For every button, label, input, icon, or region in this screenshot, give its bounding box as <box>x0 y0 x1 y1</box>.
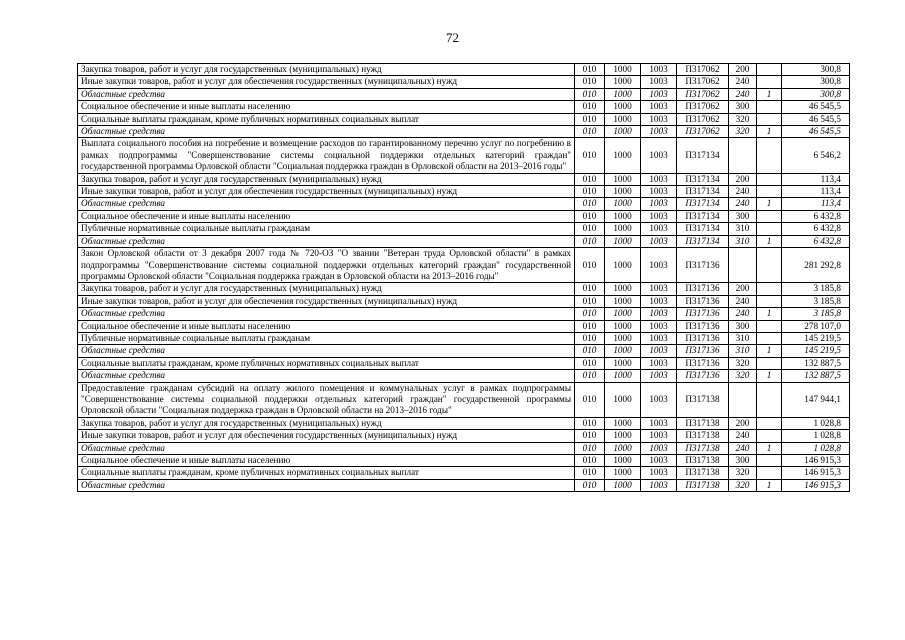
ministry-code: 010 <box>575 113 605 125</box>
amount-value: 3 185,8 <box>782 283 850 295</box>
target-article-code: П317134 <box>677 186 729 198</box>
section-code: 1000 <box>605 138 641 173</box>
expense-type-code: 300 <box>729 455 757 467</box>
amount-value: 46 545,5 <box>782 101 850 113</box>
section-code: 1000 <box>605 223 641 235</box>
amount-value: 3 185,8 <box>782 295 850 307</box>
table-row <box>78 198 850 210</box>
ministry-code: 010 <box>575 382 605 417</box>
ministry-code: 010 <box>575 357 605 369</box>
ministry-code: 010 <box>575 186 605 198</box>
row-description: Областные средства <box>78 198 575 210</box>
row-description: Иные закупки товаров, работ и услуг для обеспечения государственных (муниципальных) нужд <box>78 76 575 88</box>
subsection-code: 1003 <box>641 332 677 344</box>
table-row <box>78 479 850 491</box>
target-article-code: П317136 <box>677 370 729 382</box>
subsection-code: 1003 <box>641 138 677 173</box>
amount-value: 145 219,5 <box>782 332 850 344</box>
funding-source-code <box>757 332 782 344</box>
ministry-code: 010 <box>575 467 605 479</box>
row-description: Выплата социального пособия на погребение и возмещение расходов по гарантированному перечню услуг по погребению в рамках подпрограммы "Совершенствование системы социальной поддержки отдельных категорий граждан" государственной программы Орловской области "Социальная поддержка граждан в Орловской области на 2013–2016 годы" <box>78 138 575 173</box>
expense-type-code: 240 <box>729 88 757 100</box>
table-row <box>78 126 850 138</box>
subsection-code: 1003 <box>641 88 677 100</box>
funding-source-code <box>757 320 782 332</box>
funding-source-code: 1 <box>757 126 782 138</box>
funding-source-code <box>757 295 782 307</box>
amount-value: 300,8 <box>782 64 850 76</box>
expense-type-code: 320 <box>729 357 757 369</box>
expense-type-code: 200 <box>729 283 757 295</box>
row-description: Областные средства <box>78 126 575 138</box>
target-article-code: П317136 <box>677 332 729 344</box>
expense-type-code: 320 <box>729 113 757 125</box>
table-row <box>78 345 850 357</box>
table-row <box>78 88 850 100</box>
section-code: 1000 <box>605 101 641 113</box>
table-row <box>78 283 850 295</box>
expense-type-code: 300 <box>729 320 757 332</box>
subsection-code: 1003 <box>641 173 677 185</box>
ministry-code: 010 <box>575 283 605 295</box>
section-code: 1000 <box>605 210 641 222</box>
subsection-code: 1003 <box>641 442 677 454</box>
table-row <box>78 113 850 125</box>
ministry-code: 010 <box>575 430 605 442</box>
expense-type-code: 320 <box>729 467 757 479</box>
amount-value: 145 219,5 <box>782 345 850 357</box>
subsection-code: 1003 <box>641 76 677 88</box>
section-code: 1000 <box>605 76 641 88</box>
section-code: 1000 <box>605 186 641 198</box>
table-row <box>78 223 850 235</box>
target-article-code: П317062 <box>677 126 729 138</box>
section-code: 1000 <box>605 308 641 320</box>
funding-source-code <box>757 248 782 283</box>
funding-source-code <box>757 113 782 125</box>
section-code: 1000 <box>605 332 641 344</box>
funding-source-code: 1 <box>757 370 782 382</box>
ministry-code: 010 <box>575 442 605 454</box>
amount-value: 146 915,3 <box>782 467 850 479</box>
amount-value: 46 545,5 <box>782 113 850 125</box>
row-description: Областные средства <box>78 442 575 454</box>
table-row <box>78 382 850 417</box>
amount-value: 147 944,1 <box>782 382 850 417</box>
funding-source-code <box>757 455 782 467</box>
target-article-code: П317136 <box>677 357 729 369</box>
row-description: Закон Орловской области от 3 декабря 2007 года № 720-ОЗ "О звании "Ветеран труда Орловской области" в рамках подпрограммы "Совершенствование системы социальной поддержки отдельных категорий граждан" государственной программы Орловской области "Социальная поддержка граждан в Орловской области на 2013–2016 годы" <box>78 248 575 283</box>
section-code: 1000 <box>605 248 641 283</box>
ministry-code: 010 <box>575 248 605 283</box>
row-description: Иные закупки товаров, работ и услуг для обеспечения государственных (муниципальных) нужд <box>78 430 575 442</box>
amount-value: 132 887,5 <box>782 357 850 369</box>
ministry-code: 010 <box>575 345 605 357</box>
target-article-code: П317134 <box>677 138 729 173</box>
target-article-code: П317136 <box>677 248 729 283</box>
amount-value: 113,4 <box>782 173 850 185</box>
ministry-code: 010 <box>575 88 605 100</box>
target-article-code: П317136 <box>677 345 729 357</box>
subsection-code: 1003 <box>641 113 677 125</box>
section-code: 1000 <box>605 113 641 125</box>
expense-type-code: 310 <box>729 235 757 247</box>
amount-value: 1 028,8 <box>782 417 850 429</box>
section-code: 1000 <box>605 417 641 429</box>
amount-value: 113,4 <box>782 186 850 198</box>
target-article-code: П317134 <box>677 173 729 185</box>
expense-type-code: 240 <box>729 295 757 307</box>
budget-table-body <box>78 64 850 492</box>
funding-source-code <box>757 223 782 235</box>
ministry-code: 010 <box>575 455 605 467</box>
expense-type-code: 240 <box>729 198 757 210</box>
funding-source-code: 1 <box>757 345 782 357</box>
row-description: Социальное обеспечение и иные выплаты населению <box>78 320 575 332</box>
funding-source-code <box>757 76 782 88</box>
funding-source-code: 1 <box>757 235 782 247</box>
funding-source-code <box>757 357 782 369</box>
funding-source-code <box>757 430 782 442</box>
target-article-code: П317062 <box>677 113 729 125</box>
amount-value: 6 432,8 <box>782 223 850 235</box>
target-article-code: П317134 <box>677 223 729 235</box>
table-row <box>78 235 850 247</box>
target-article-code: П317138 <box>677 467 729 479</box>
expense-type-code: 320 <box>729 126 757 138</box>
row-description: Областные средства <box>78 345 575 357</box>
table-row <box>78 308 850 320</box>
funding-source-code <box>757 417 782 429</box>
row-description: Областные средства <box>78 308 575 320</box>
subsection-code: 1003 <box>641 479 677 491</box>
expense-type-code <box>729 382 757 417</box>
page-number: 72 <box>446 30 459 45</box>
section-code: 1000 <box>605 467 641 479</box>
target-article-code: П317136 <box>677 320 729 332</box>
table-row <box>78 295 850 307</box>
row-description: Социальные выплаты гражданам, кроме публичных нормативных социальных выплат <box>78 467 575 479</box>
row-description: Иные закупки товаров, работ и услуг для обеспечения государственных (муниципальных) нужд <box>78 186 575 198</box>
target-article-code: П317138 <box>677 430 729 442</box>
amount-value: 300,8 <box>782 88 850 100</box>
section-code: 1000 <box>605 173 641 185</box>
funding-source-code <box>757 101 782 113</box>
funding-source-code <box>757 138 782 173</box>
section-code: 1000 <box>605 370 641 382</box>
row-description: Социальное обеспечение и иные выплаты населению <box>78 101 575 113</box>
section-code: 1000 <box>605 235 641 247</box>
table-row <box>78 467 850 479</box>
subsection-code: 1003 <box>641 248 677 283</box>
table-row <box>78 76 850 88</box>
section-code: 1000 <box>605 88 641 100</box>
table-row <box>78 417 850 429</box>
subsection-code: 1003 <box>641 186 677 198</box>
budget-table <box>77 63 850 492</box>
table-row <box>78 64 850 76</box>
subsection-code: 1003 <box>641 417 677 429</box>
funding-source-code <box>757 173 782 185</box>
row-description: Закупка товаров, работ и услуг для государственных (муниципальных) нужд <box>78 173 575 185</box>
amount-value: 146 915,3 <box>782 455 850 467</box>
section-code: 1000 <box>605 430 641 442</box>
ministry-code: 010 <box>575 223 605 235</box>
funding-source-code: 1 <box>757 308 782 320</box>
expense-type-code <box>729 248 757 283</box>
funding-source-code <box>757 283 782 295</box>
table-row <box>78 430 850 442</box>
table-row <box>78 186 850 198</box>
amount-value: 1 028,8 <box>782 430 850 442</box>
ministry-code: 010 <box>575 126 605 138</box>
row-description: Публичные нормативные социальные выплаты гражданам <box>78 223 575 235</box>
row-description: Социальные выплаты гражданам, кроме публичных нормативных социальных выплат <box>78 357 575 369</box>
funding-source-code <box>757 186 782 198</box>
ministry-code: 010 <box>575 308 605 320</box>
subsection-code: 1003 <box>641 382 677 417</box>
target-article-code: П317136 <box>677 283 729 295</box>
row-description: Областные средства <box>78 88 575 100</box>
expense-type-code: 240 <box>729 308 757 320</box>
table-row <box>78 138 850 173</box>
ministry-code: 010 <box>575 138 605 173</box>
expense-type-code: 310 <box>729 332 757 344</box>
row-description: Закупка товаров, работ и услуг для государственных (муниципальных) нужд <box>78 417 575 429</box>
funding-source-code: 1 <box>757 198 782 210</box>
expense-type-code: 320 <box>729 370 757 382</box>
row-description: Областные средства <box>78 479 575 491</box>
row-description: Публичные нормативные социальные выплаты гражданам <box>78 332 575 344</box>
expense-type-code: 310 <box>729 223 757 235</box>
section-code: 1000 <box>605 320 641 332</box>
row-description: Закупка товаров, работ и услуг для государственных (муниципальных) нужд <box>78 283 575 295</box>
target-article-code: П317062 <box>677 101 729 113</box>
amount-value: 6 546,2 <box>782 138 850 173</box>
row-description: Закупка товаров, работ и услуг для государственных (муниципальных) нужд <box>78 64 575 76</box>
ministry-code: 010 <box>575 210 605 222</box>
ministry-code: 010 <box>575 417 605 429</box>
target-article-code: П317062 <box>677 64 729 76</box>
funding-source-code <box>757 467 782 479</box>
section-code: 1000 <box>605 295 641 307</box>
ministry-code: 010 <box>575 320 605 332</box>
funding-source-code: 1 <box>757 88 782 100</box>
row-description: Социальное обеспечение и иные выплаты населению <box>78 455 575 467</box>
subsection-code: 1003 <box>641 126 677 138</box>
amount-value: 1 028,8 <box>782 442 850 454</box>
target-article-code: П317138 <box>677 417 729 429</box>
expense-type-code: 200 <box>729 173 757 185</box>
table-row <box>78 320 850 332</box>
amount-value: 3 185,8 <box>782 308 850 320</box>
expense-type-code: 310 <box>729 345 757 357</box>
section-code: 1000 <box>605 126 641 138</box>
target-article-code: П317136 <box>677 308 729 320</box>
amount-value: 113,4 <box>782 198 850 210</box>
subsection-code: 1003 <box>641 210 677 222</box>
row-description: Предоставление гражданам субсидий на оплату жилого помещения и коммунальных услуг в рамках подпрограммы "Совершенствование системы социальной поддержки отдельных категорий граждан" государственной программы Орловской области "Социальная поддержка граждан в Орловской области на 2013–2016 годы" <box>78 382 575 417</box>
amount-value: 46 545,5 <box>782 126 850 138</box>
target-article-code: П317062 <box>677 76 729 88</box>
ministry-code: 010 <box>575 64 605 76</box>
target-article-code: П317134 <box>677 210 729 222</box>
amount-value: 146 915,3 <box>782 479 850 491</box>
ministry-code: 010 <box>575 332 605 344</box>
expense-type-code: 300 <box>729 101 757 113</box>
target-article-code: П317138 <box>677 479 729 491</box>
subsection-code: 1003 <box>641 198 677 210</box>
section-code: 1000 <box>605 198 641 210</box>
target-article-code: П317134 <box>677 198 729 210</box>
expense-type-code: 240 <box>729 442 757 454</box>
ministry-code: 010 <box>575 479 605 491</box>
section-code: 1000 <box>605 64 641 76</box>
amount-value: 278 107,0 <box>782 320 850 332</box>
target-article-code: П317138 <box>677 442 729 454</box>
subsection-code: 1003 <box>641 357 677 369</box>
table-row <box>78 210 850 222</box>
subsection-code: 1003 <box>641 101 677 113</box>
expense-type-code: 240 <box>729 76 757 88</box>
funding-source-code <box>757 210 782 222</box>
funding-source-code: 1 <box>757 442 782 454</box>
table-row <box>78 248 850 283</box>
row-description: Областные средства <box>78 235 575 247</box>
funding-source-code <box>757 382 782 417</box>
subsection-code: 1003 <box>641 370 677 382</box>
amount-value: 6 432,8 <box>782 235 850 247</box>
ministry-code: 010 <box>575 173 605 185</box>
amount-value: 6 432,8 <box>782 210 850 222</box>
subsection-code: 1003 <box>641 283 677 295</box>
subsection-code: 1003 <box>641 235 677 247</box>
target-article-code: П317062 <box>677 88 729 100</box>
row-description: Иные закупки товаров, работ и услуг для обеспечения государственных (муниципальных) нужд <box>78 295 575 307</box>
table-row <box>78 332 850 344</box>
target-article-code: П317138 <box>677 382 729 417</box>
ministry-code: 010 <box>575 295 605 307</box>
amount-value: 132 887,5 <box>782 370 850 382</box>
section-code: 1000 <box>605 283 641 295</box>
amount-value: 281 292,8 <box>782 248 850 283</box>
subsection-code: 1003 <box>641 455 677 467</box>
subsection-code: 1003 <box>641 430 677 442</box>
ministry-code: 010 <box>575 198 605 210</box>
table-row <box>78 173 850 185</box>
funding-source-code: 1 <box>757 479 782 491</box>
amount-value: 300,8 <box>782 76 850 88</box>
subsection-code: 1003 <box>641 64 677 76</box>
expense-type-code: 240 <box>729 186 757 198</box>
subsection-code: 1003 <box>641 320 677 332</box>
table-row <box>78 370 850 382</box>
table-row <box>78 357 850 369</box>
target-article-code: П317136 <box>677 295 729 307</box>
row-description: Социальные выплаты гражданам, кроме публичных нормативных социальных выплат <box>78 113 575 125</box>
expense-type-code: 200 <box>729 64 757 76</box>
section-code: 1000 <box>605 357 641 369</box>
ministry-code: 010 <box>575 76 605 88</box>
ministry-code: 010 <box>575 370 605 382</box>
section-code: 1000 <box>605 455 641 467</box>
subsection-code: 1003 <box>641 467 677 479</box>
row-description: Социальное обеспечение и иные выплаты населению <box>78 210 575 222</box>
subsection-code: 1003 <box>641 345 677 357</box>
expense-type-code: 200 <box>729 417 757 429</box>
subsection-code: 1003 <box>641 308 677 320</box>
target-article-code: П317138 <box>677 455 729 467</box>
section-code: 1000 <box>605 479 641 491</box>
ministry-code: 010 <box>575 235 605 247</box>
subsection-code: 1003 <box>641 295 677 307</box>
table-row <box>78 442 850 454</box>
expense-type-code <box>729 138 757 173</box>
ministry-code: 010 <box>575 101 605 113</box>
table-row <box>78 101 850 113</box>
target-article-code: П317134 <box>677 235 729 247</box>
section-code: 1000 <box>605 382 641 417</box>
subsection-code: 1003 <box>641 223 677 235</box>
table-row <box>78 455 850 467</box>
expense-type-code: 320 <box>729 479 757 491</box>
expense-type-code: 300 <box>729 210 757 222</box>
row-description: Областные средства <box>78 370 575 382</box>
section-code: 1000 <box>605 345 641 357</box>
expense-type-code: 240 <box>729 430 757 442</box>
section-code: 1000 <box>605 442 641 454</box>
funding-source-code <box>757 64 782 76</box>
